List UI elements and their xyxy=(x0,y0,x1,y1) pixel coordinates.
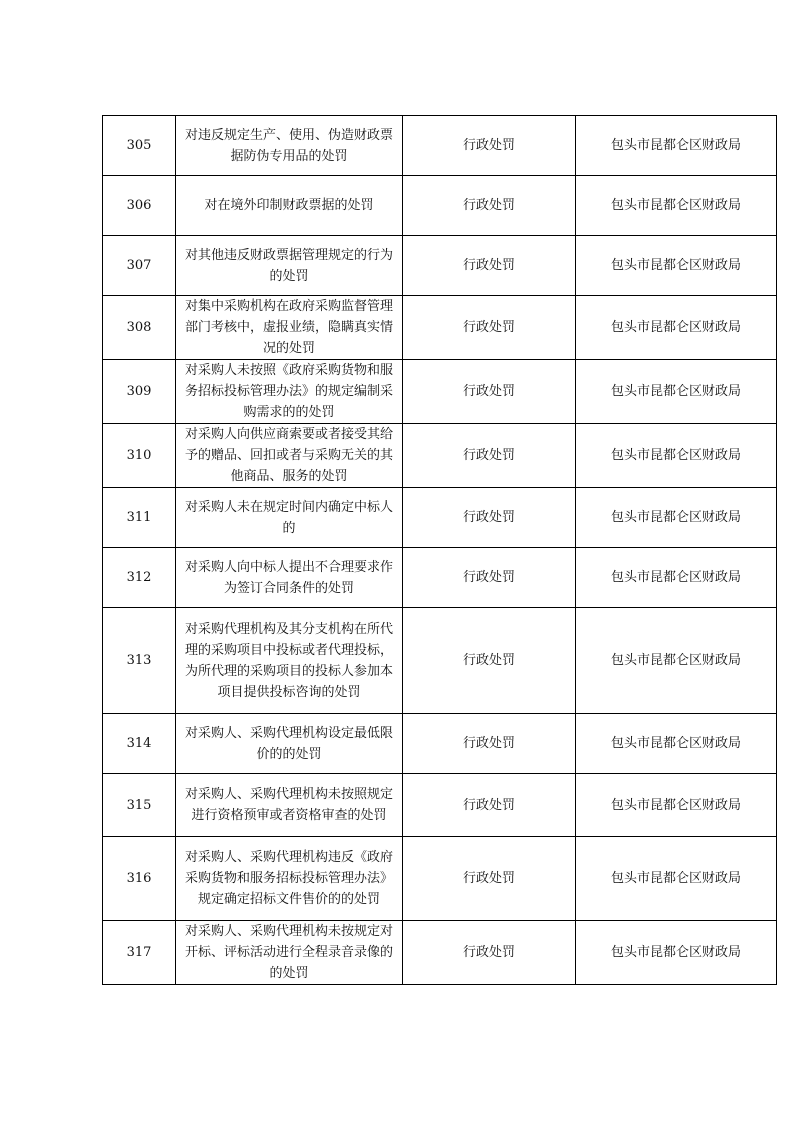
responsible-department: 包头市昆都仑区财政局 xyxy=(576,921,777,985)
item-name: 对采购人向供应商索要或者接受其给予的赠品、回扣或者与采购无关的其他商品、服务的处罚 xyxy=(176,424,403,488)
power-type: 行政处罚 xyxy=(403,236,576,296)
table-row xyxy=(103,714,777,774)
row-number: 306 xyxy=(103,176,176,236)
item-name: 对违反规定生产、使用、伪造财政票据防伪专用品的处罚 xyxy=(176,116,403,176)
power-type: 行政处罚 xyxy=(403,921,576,985)
row-number: 315 xyxy=(103,774,176,837)
item-name: 对集中采购机构在政府采购监督管理部门考核中，虚报业绩，隐瞒真实情况的处罚 xyxy=(176,296,403,360)
power-type: 行政处罚 xyxy=(403,608,576,714)
table-row xyxy=(103,116,777,176)
table-row xyxy=(103,360,777,424)
responsible-department: 包头市昆都仑区财政局 xyxy=(576,176,777,236)
power-type: 行政处罚 xyxy=(403,837,576,921)
table-row xyxy=(103,608,777,714)
power-type: 行政处罚 xyxy=(403,116,576,176)
table-row xyxy=(103,236,777,296)
item-name: 对采购人未在规定时间内确定中标人的 xyxy=(176,488,403,548)
row-number: 308 xyxy=(103,296,176,360)
row-number: 313 xyxy=(103,608,176,714)
row-number: 309 xyxy=(103,360,176,424)
table-row xyxy=(103,488,777,548)
row-number: 311 xyxy=(103,488,176,548)
item-name: 对采购人、采购代理机构设定最低限价的的处罚 xyxy=(176,714,403,774)
table-row xyxy=(103,296,777,360)
row-number: 316 xyxy=(103,837,176,921)
responsible-department: 包头市昆都仑区财政局 xyxy=(576,116,777,176)
table-row xyxy=(103,548,777,608)
item-name: 对采购人、采购代理机构违反《政府采购货物和服务招标投标管理办法》规定确定招标文件售价的的处罚 xyxy=(176,837,403,921)
power-type: 行政处罚 xyxy=(403,296,576,360)
power-type: 行政处罚 xyxy=(403,424,576,488)
row-number: 305 xyxy=(103,116,176,176)
table-row xyxy=(103,176,777,236)
power-type: 行政处罚 xyxy=(403,548,576,608)
responsible-department: 包头市昆都仑区财政局 xyxy=(576,296,777,360)
responsible-department: 包头市昆都仑区财政局 xyxy=(576,714,777,774)
responsible-department: 包头市昆都仑区财政局 xyxy=(576,360,777,424)
responsible-department: 包头市昆都仑区财政局 xyxy=(576,548,777,608)
responsible-department: 包头市昆都仑区财政局 xyxy=(576,608,777,714)
responsible-department: 包头市昆都仑区财政局 xyxy=(576,236,777,296)
power-type: 行政处罚 xyxy=(403,714,576,774)
item-name: 对采购人、采购代理机构未按规定对开标、评标活动进行全程录音录像的的处罚 xyxy=(176,921,403,985)
table-row xyxy=(103,921,777,985)
power-type: 行政处罚 xyxy=(403,774,576,837)
item-name: 对采购人未按照《政府采购货物和服务招标投标管理办法》的规定编制采购需求的的处罚 xyxy=(176,360,403,424)
responsible-department: 包头市昆都仑区财政局 xyxy=(576,488,777,548)
power-type: 行政处罚 xyxy=(403,488,576,548)
power-type: 行政处罚 xyxy=(403,176,576,236)
row-number: 317 xyxy=(103,921,176,985)
responsible-department: 包头市昆都仑区财政局 xyxy=(576,837,777,921)
row-number: 310 xyxy=(103,424,176,488)
item-name: 对其他违反财政票据管理规定的行为的处罚 xyxy=(176,236,403,296)
power-type: 行政处罚 xyxy=(403,360,576,424)
responsible-department: 包头市昆都仑区财政局 xyxy=(576,424,777,488)
item-name: 对采购代理机构及其分支机构在所代理的采购项目中投标或者代理投标，为所代理的采购项目的投标人参加本项目提供投标咨询的处罚 xyxy=(176,608,403,714)
item-name: 对采购人向中标人提出不合理要求作为签订合同条件的处罚 xyxy=(176,548,403,608)
row-number: 307 xyxy=(103,236,176,296)
table-row xyxy=(103,424,777,488)
table-row xyxy=(103,774,777,837)
row-number: 312 xyxy=(103,548,176,608)
responsible-department: 包头市昆都仑区财政局 xyxy=(576,774,777,837)
row-number: 314 xyxy=(103,714,176,774)
item-name: 对采购人、采购代理机构未按照规定进行资格预审或者资格审查的处罚 xyxy=(176,774,403,837)
item-name: 对在境外印制财政票据的处罚 xyxy=(176,176,403,236)
table-row xyxy=(103,837,777,921)
administrative-power-table xyxy=(102,115,777,985)
